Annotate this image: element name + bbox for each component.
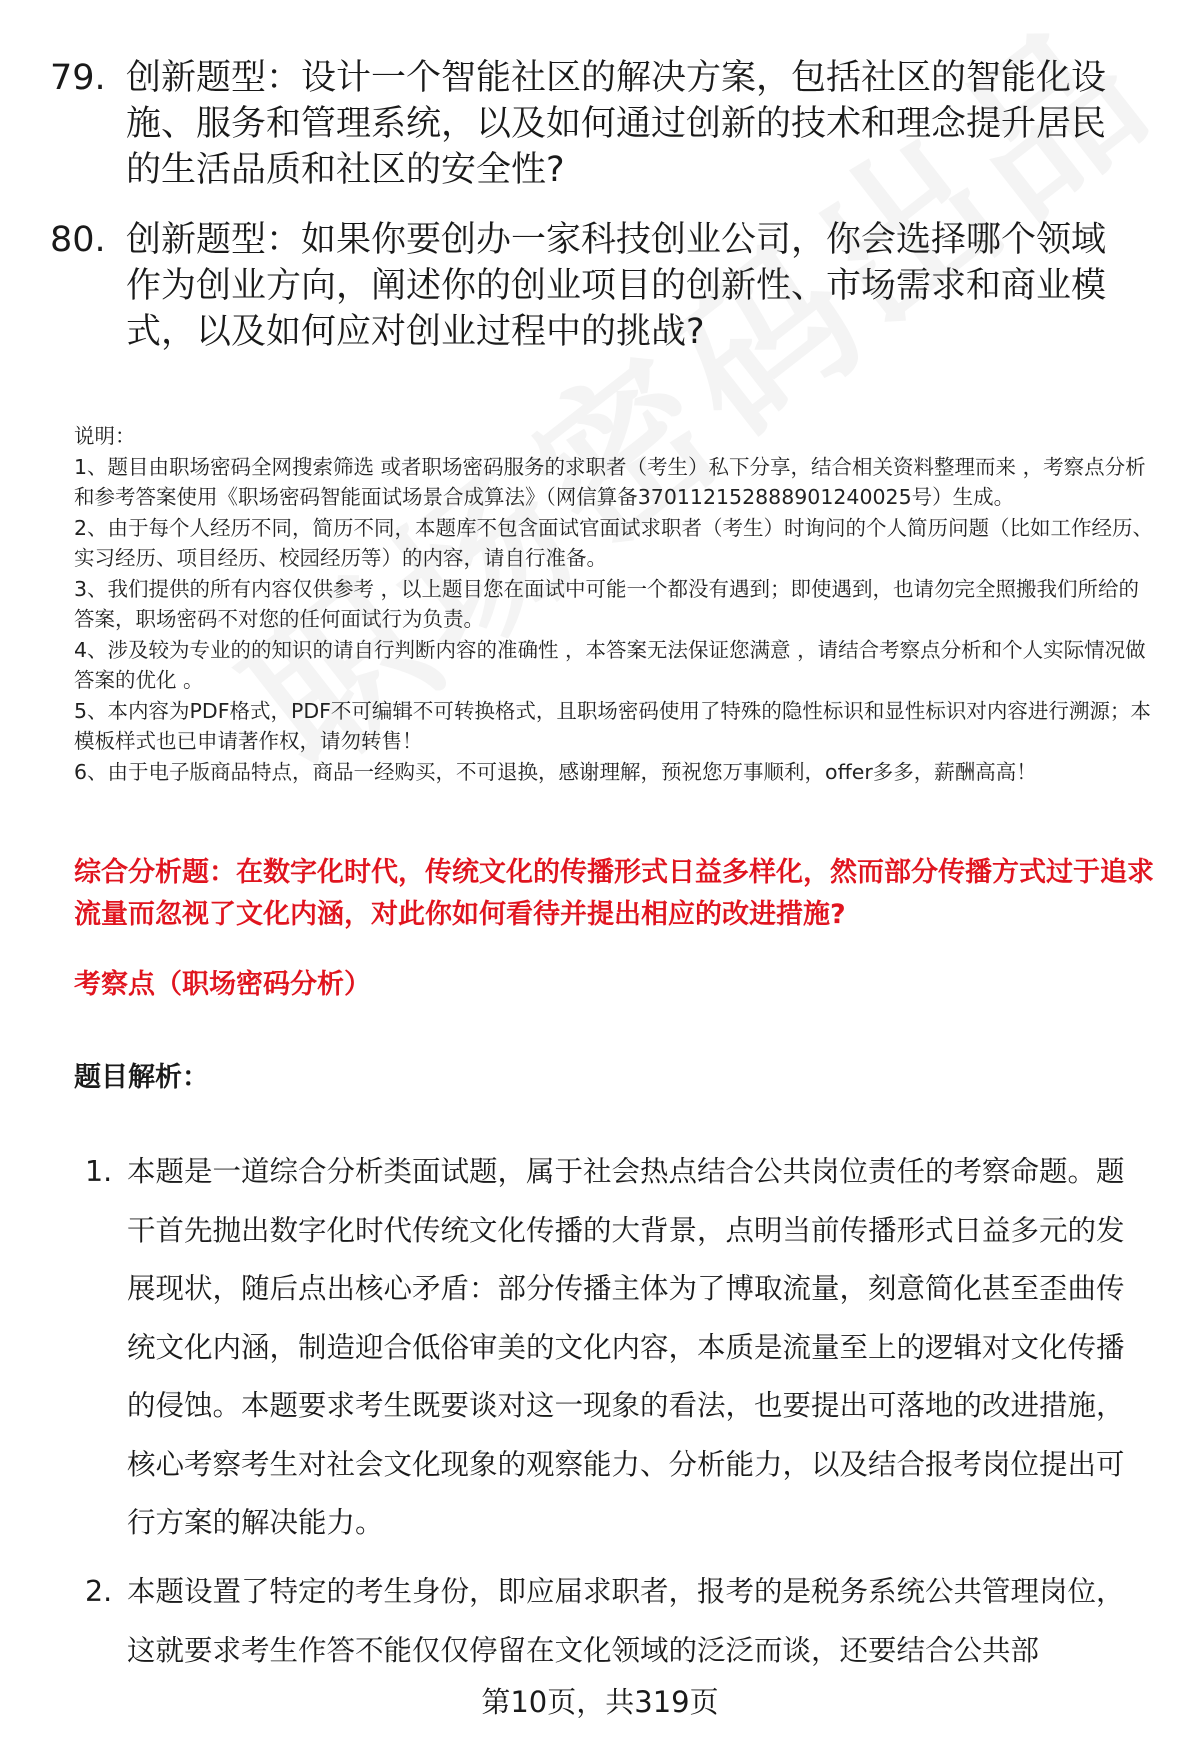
analysis-item-text: 本题设置了特定的考生身份，即应届求职者，报考的是税务系统公共管理岗位，这就要求考生作答不能仅仅停留在文化领域的泛泛而谈，还要结合公共部 xyxy=(127,1575,1125,1667)
analysis-item-number: 2. xyxy=(85,1575,113,1608)
question-number: 79. xyxy=(50,58,106,98)
analysis-item-2 xyxy=(85,1563,1155,1680)
inspection-point-heading: 考察点（职场密码分析） xyxy=(74,969,371,1000)
question-number: 80. xyxy=(50,220,106,260)
question-80 xyxy=(50,217,1150,355)
analysis-item-number: 1. xyxy=(85,1155,113,1188)
question-text: 创新题型：如果你要创办一家科技创业公司，你会选择哪个领域作为创业方向，阐述你的创业项目的创新性、市场需求和商业模式，以及如何应对创业过程中的挑战? xyxy=(126,220,1107,352)
page-footer: 第10页，共319页 xyxy=(481,1685,719,1719)
analysis-item-text: 本题是一道综合分析类面试题，属于社会热点结合公共岗位责任的考察命题。题干首先抛出数字化时代传统文化传播的大背景，点明当前传播形式日益多元的发展现状，随后点出核心矛盾：部分传播主体为了博取流量，刻意简化甚至歪曲传统文化内涵，制造迎合低俗审美的文化内容，本质是流量至上的逻辑对文化传播的侵蚀。本题要求考生既要谈对这一现象的看法，也要提出可落地的改进措施，核心考察考生对社会文化现象的观察能力、分析能力，以及结合报考岗位提出可行方案的解决能力。 xyxy=(127,1155,1125,1539)
note-item: 1、题目由职场密码全网搜索筛选 或者职场密码服务的求职者（考生）私下分享，结合相关资料整理而来 ，考察点分析和参考答案使用《职场密码智能面试场景合成算法》（网信算备370112152888901240025号）生成。 xyxy=(74,454,1146,509)
analysis-heading: 题目解析： xyxy=(74,1062,209,1093)
main-question: 综合分析题：在数字化时代，传统文化的传播形式日益多样化，然而部分传播方式过于追求流量而忽视了文化内涵，对此你如何看待并提出相应的改进措施? xyxy=(74,857,1154,930)
question-79 xyxy=(50,55,1150,193)
question-text: 创新题型：设计一个智能社区的解决方案，包括社区的智能化设施、服务和管理系统，以及如何通过创新的技术和理念提升居民的生活品质和社区的安全性? xyxy=(126,58,1107,190)
note-item: 2、由于每个人经历不同，简历不同，本题库不包含面试官面试求职者（考生）时询问的个人简历问题（比如工作经历、实习经历、项目经历、校园经历等）的内容，请自行准备。 xyxy=(74,515,1154,570)
note-item: 3、我们提供的所有内容仅供参考 ，以上题目您在面试中可能一个都没有遇到；即使遇到，也请勿完全照搬我们所给的答案，职场密码不对您的任何面试行为负责。 xyxy=(74,576,1140,631)
note-item: 4、涉及较为专业的的知识的请自行判断内容的准确性 ，本答案无法保证您满意 ，请结合考察点分析和个人实际情况做答案的优化 。 xyxy=(74,637,1146,692)
analysis-item-1 xyxy=(85,1143,1155,1553)
note-item: 6、由于电子版商品特点，商品一经购买，不可退换，感谢理解，预祝您万事顺利，offer多多，薪酬高高！ xyxy=(74,759,1037,784)
note-item: 5、本内容为PDF格式，PDF不可编辑不可转换格式，且职场密码使用了特殊的隐性标识和显性标识对内容进行溯源；本模板样式也已申请著作权，请勿转售！ xyxy=(74,698,1151,753)
notes-heading: 说明： xyxy=(74,424,136,448)
notes-section xyxy=(74,421,1154,787)
